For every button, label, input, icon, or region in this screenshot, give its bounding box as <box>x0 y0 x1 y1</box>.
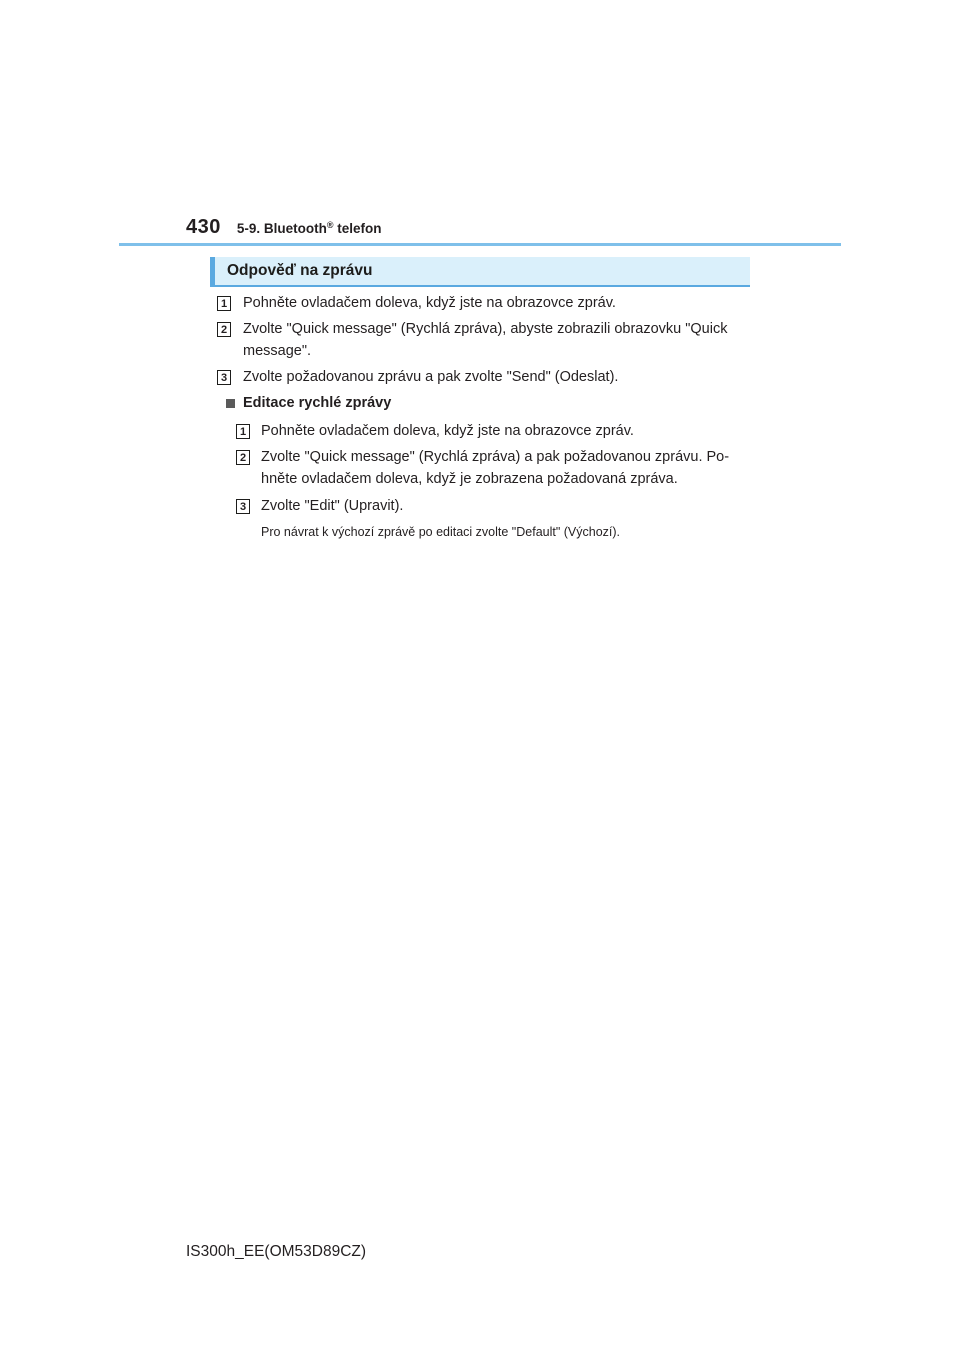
chapter-name: 5-9. Bluetooth <box>236 221 327 236</box>
square-bullet-icon <box>226 399 235 408</box>
step-number-3: 3 <box>217 370 231 385</box>
sub-step-number-3: 3 <box>236 499 250 514</box>
page-number: 430 <box>186 216 221 238</box>
sub-step-text-1: Pohněte ovladačem doleva, když jste na obrazovce zpráv. <box>261 423 634 439</box>
subsection-title: Editace rychlé zprávy <box>243 395 392 411</box>
step-text-2-line-2: message". <box>243 343 312 359</box>
step-text-2-line-1: Zvolte "Quick message" (Rychlá zpráva), abyste zobrazili obrazovku "Quick <box>243 321 728 337</box>
step-text-3: Zvolte požadovanou zprávu a pak zvolte "Send" (Odeslat). <box>243 369 619 385</box>
document-code: IS300h_EE(OM53D89CZ) <box>186 1243 367 1260</box>
header-divider <box>119 243 841 246</box>
sub-step-number-1: 1 <box>236 424 250 439</box>
section-title-box <box>210 257 750 287</box>
sub-step-text-2 <box>261 446 729 490</box>
chapter-suffix: telefon <box>333 221 382 236</box>
chapter-title <box>237 220 382 236</box>
step-text-2 <box>243 318 727 362</box>
step-text-1: Pohněte ovladačem doleva, když jste na obrazovce zpráv. <box>243 295 616 311</box>
subsection-heading <box>226 395 391 411</box>
note-text: Pro návrat k výchozí zprávě po editaci zvolte "Default" (Výchozí). <box>261 525 621 539</box>
step-number-2: 2 <box>217 322 231 337</box>
page-header <box>186 216 382 239</box>
sub-step-text-3: Zvolte "Edit" (Upravit). <box>261 498 404 514</box>
registered-mark: ® <box>326 220 334 230</box>
section-title: Odpověď na zprávu <box>227 262 373 279</box>
sub-step-text-2-line-1: Zvolte "Quick message" (Rychlá zpráva) a pak požadovanou zprávu. Po- <box>261 449 730 465</box>
step-number-1: 1 <box>217 296 231 311</box>
sub-step-text-2-line-2: hněte ovladačem doleva, když je zobrazena požadovaná zpráva. <box>261 471 678 487</box>
sub-step-number-2: 2 <box>236 450 250 465</box>
